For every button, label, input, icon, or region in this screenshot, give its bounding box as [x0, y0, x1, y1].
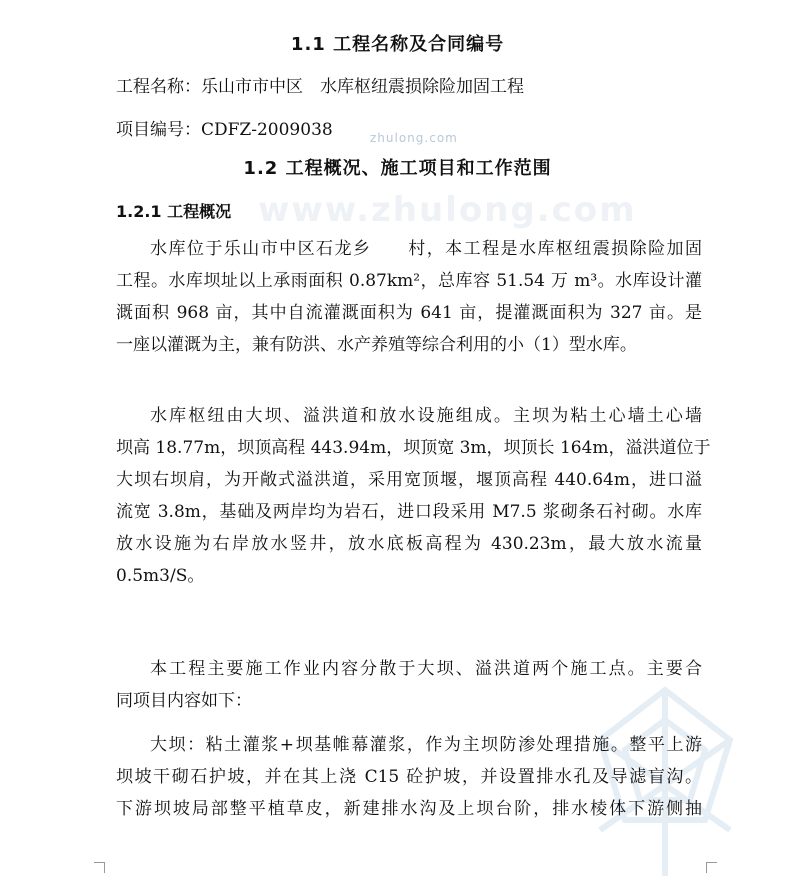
paragraph-dam-works [116, 729, 702, 825]
paragraph-line: 大坝：粘土灌浆+坝基帷幕灌浆，作为主坝防渗处理措施。整平上游 [150, 735, 702, 755]
paragraph-line: 一座以灌溉为主，兼有防洪、水产养殖等综合利用的小（1）型水库。 [116, 335, 637, 355]
section-heading-1-2: 1.2 工程概况、施工项目和工作范围 [243, 158, 552, 179]
paragraph-overview [116, 233, 702, 361]
paragraph-dam-structure [116, 400, 711, 592]
project-name-line: 工程名称：乐山市市中区 水库枢纽震损除险加固工程 [116, 77, 524, 97]
paragraph-line: 水库位于乐山市中区石龙乡 村，本工程是水库枢纽震损除险加固 [150, 239, 702, 259]
paragraph-line: 溉面积 968 亩，其中自流灌溉面积为 641 亩，提灌溉面积为 327 亩。是 [116, 303, 702, 323]
paragraph-line: 0.5m3/S。 [116, 566, 205, 586]
paragraph-line: 水库枢纽由大坝、溢洪道和放水设施组成。主坝为粘土心墙土心墙 [150, 406, 702, 426]
project-number-line: 项目编号：CDFZ-2009038 [116, 120, 333, 140]
watermark-small-text: zhulong.com [370, 131, 458, 145]
paragraph-line: 本工程主要施工作业内容分散于大坝、溢洪道两个施工点。主要合 [150, 659, 702, 679]
page-corner-mark-left [94, 862, 105, 873]
page-corner-mark-right [706, 862, 717, 873]
paragraph-line: 工程。水库坝址以上承雨面积 0.87km²，总库容 51.54 万 m³。水库设计灌 [116, 271, 702, 291]
paragraph-line: 坝坡干砌石护坡，并在其上浇 C15 砼护坡，并设置排水孔及导滤盲沟。 [116, 767, 702, 787]
section-heading-1-1: 1.1 工程名称及合同编号 [290, 34, 505, 55]
paragraph-scope [116, 653, 702, 717]
paragraph-line: 大坝右坝肩，为开敞式溢洪道，采用宽顶堰，堰顶高程 440.64m，进口溢 [116, 470, 702, 490]
paragraph-line: 同项目内容如下： [116, 691, 252, 711]
paragraph-line: 下游坝坡局部整平植草皮，新建排水沟及上坝台阶，排水棱体下游侧抽 [116, 799, 702, 819]
watermark-large-text: www.zhulong.com [258, 190, 637, 230]
section-heading-1-2-1: 1.2.1 工程概况 [116, 202, 232, 221]
paragraph-line: 坝高 18.77m，坝顶高程 443.94m，坝顶宽 3m，坝顶长 164m，溢洪道位于 [116, 438, 711, 458]
paragraph-line: 流宽 3.8m，基础及两岸均为岩石，进口段采用 M7.5 浆砌条石衬砌。水库 [116, 502, 702, 522]
paragraph-line: 放水设施为右岸放水竖井，放水底板高程为 430.23m，最大放水流量 [116, 534, 702, 554]
